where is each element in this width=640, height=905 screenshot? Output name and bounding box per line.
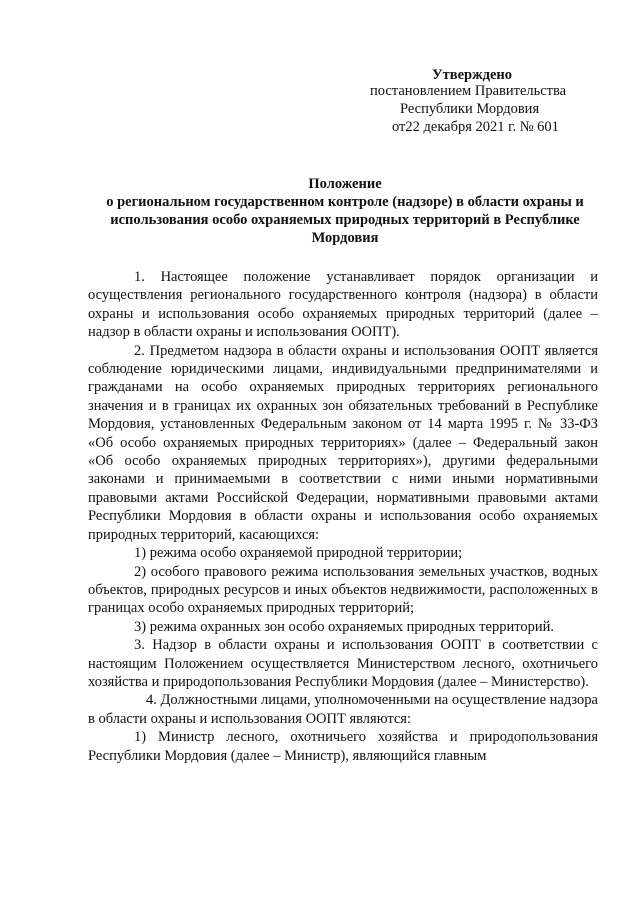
document-subtitle: о региональном государственном контроле (надзоре) в области охраны и использования особо охраняемых природных территорий в Республике Мордовия <box>106 194 584 246</box>
document-body <box>88 268 598 765</box>
approval-title: Утверждено <box>432 67 512 83</box>
paragraph-1: 1. Настоящее положение устанавливает порядок организации и осуществления регионального государственного контроля (надзора) в области охраны и использования особо охраняемых природных территорий (далее – надзор в области охраны и использования ООПТ). <box>88 269 598 341</box>
paragraph-2: 2. Предметом надзора в области охраны и использования ООПТ является соблюдение юридическими лицами, индивидуальными предпринимателями и гражданами на особо охраняемых природных территориях регионального значения и в границах их охранных зон обязательных требований в Республике Мордовия, установленных Федеральным законом от 14 марта 1995 г. № 33-ФЗ «Об особо охраняемых природных территориях» (далее – Федеральный закон «Об особо охраняемых природных территориях»), другими федеральными законами и принимаемыми в соответствии с ними иными нормативными правовыми актами Российской Федерации, нормативными правовыми актами Республики Мордовия в области охраны и использования особо охраняемых природных территорий, касающихся: <box>88 342 598 543</box>
paragraph-4: 4. Должностными лицами, уполномоченными на осуществление надзора в области охраны и использования ООПТ являются: <box>88 692 598 727</box>
list-item-2: 2) особого правового режима использования земельных участков, водных объектов, природных ресурсов и иных объектов недвижимости, расположенных в границах особо охраняемых природных территорий; <box>88 563 598 617</box>
document-heading <box>80 175 610 247</box>
approval-line-resolution: постановлением Правительства <box>370 83 567 99</box>
approval-line-republic: Республики Мордовия <box>400 101 540 117</box>
approval-line-date-number: от22 декабря 2021 г. № 601 <box>392 119 559 135</box>
paragraph-3: 3. Надзор в области охраны и использования ООПТ в соответствии с настоящим Положением осуществляется Министерством лесного, охотничьего хозяйства и природопользования Республики Мордовия (далее – Министерство). <box>88 637 598 690</box>
list-item-1: 1) режима особо охраняемой природной территории; <box>134 545 463 562</box>
list-item-3: 3) режима охранных зон особо охраняемых природных территорий. <box>134 618 555 635</box>
document-title: Положение <box>308 176 382 192</box>
list-item-minister: 1) Министр лесного, охотничьего хозяйства и природопользования Республики Мордовия (далее – Министр), являющийся главным <box>88 729 598 764</box>
